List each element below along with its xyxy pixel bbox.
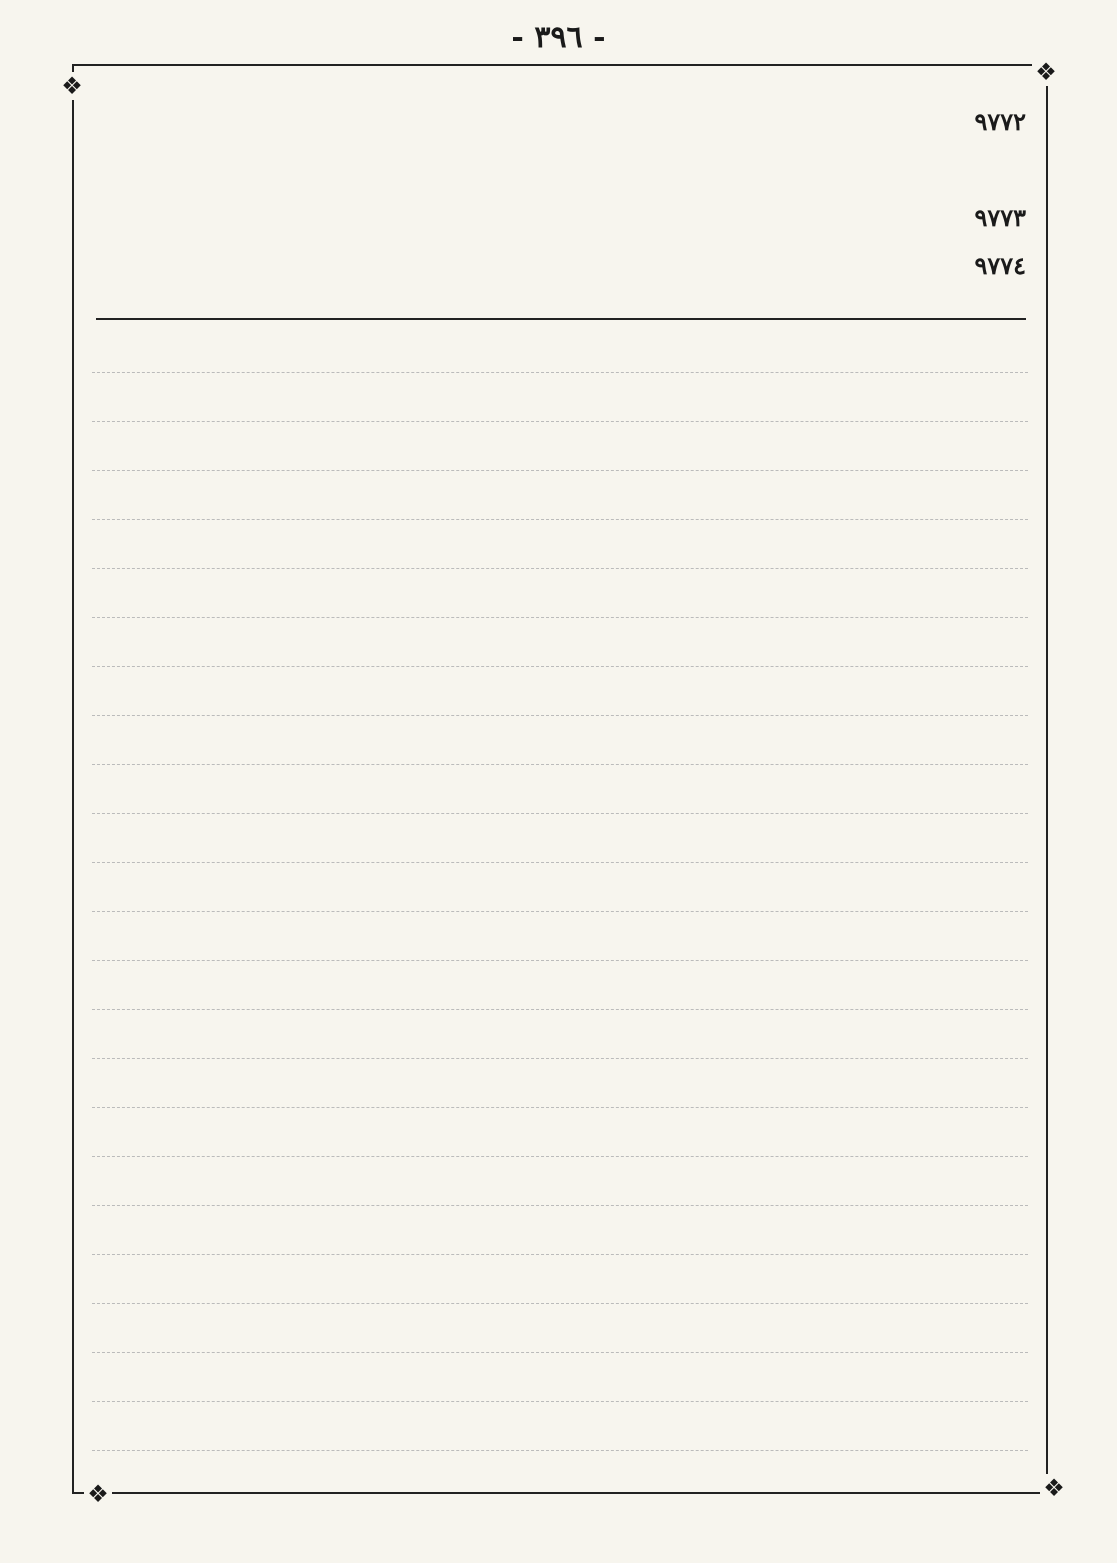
commentary-line [92, 379, 1028, 422]
commentary-line [92, 869, 1028, 912]
commentary-line [92, 1310, 1028, 1353]
commentary-line [92, 1359, 1028, 1402]
commentary-line [92, 771, 1028, 814]
commentary-line [92, 330, 1028, 373]
corner-ornament-icon: ❖ [84, 1480, 112, 1508]
commentary-line [92, 526, 1028, 569]
hadith-line [96, 98, 1026, 146]
commentary-line [92, 673, 1028, 716]
section-divider [96, 318, 1026, 320]
commentary [92, 330, 1028, 1480]
commentary-line [92, 820, 1028, 863]
page-number: - ۳۹٦ - [511, 20, 606, 55]
commentary-line [92, 1261, 1028, 1304]
commentary-line [92, 1114, 1028, 1157]
corner-ornament-icon: ❖ [1040, 1474, 1068, 1502]
commentary-line [92, 1457, 1028, 1480]
hadith-line [96, 242, 1026, 290]
commentary-line [92, 477, 1028, 520]
commentary-line [92, 1408, 1028, 1451]
commentary-line [92, 722, 1028, 765]
hadith-number: ٩٧٧٣ [974, 203, 1026, 232]
hadith-line [96, 146, 1026, 194]
commentary-line [92, 1212, 1028, 1255]
commentary-line [92, 624, 1028, 667]
hadith-number: ٩٧٧٤ [974, 251, 1026, 280]
commentary-line [92, 1163, 1028, 1206]
corner-ornament-icon: ❖ [1032, 58, 1060, 86]
corner-ornament-icon: ❖ [58, 72, 86, 100]
commentary-line [92, 918, 1028, 961]
hadith-number: ٩٧٧٢ [974, 107, 1026, 136]
commentary-line [92, 967, 1028, 1010]
commentary-line [92, 1016, 1028, 1059]
commentary-line [92, 575, 1028, 618]
hadith-line [96, 194, 1026, 242]
commentary-line [92, 428, 1028, 471]
commentary-line [92, 1065, 1028, 1108]
hadith-list [96, 98, 1026, 308]
